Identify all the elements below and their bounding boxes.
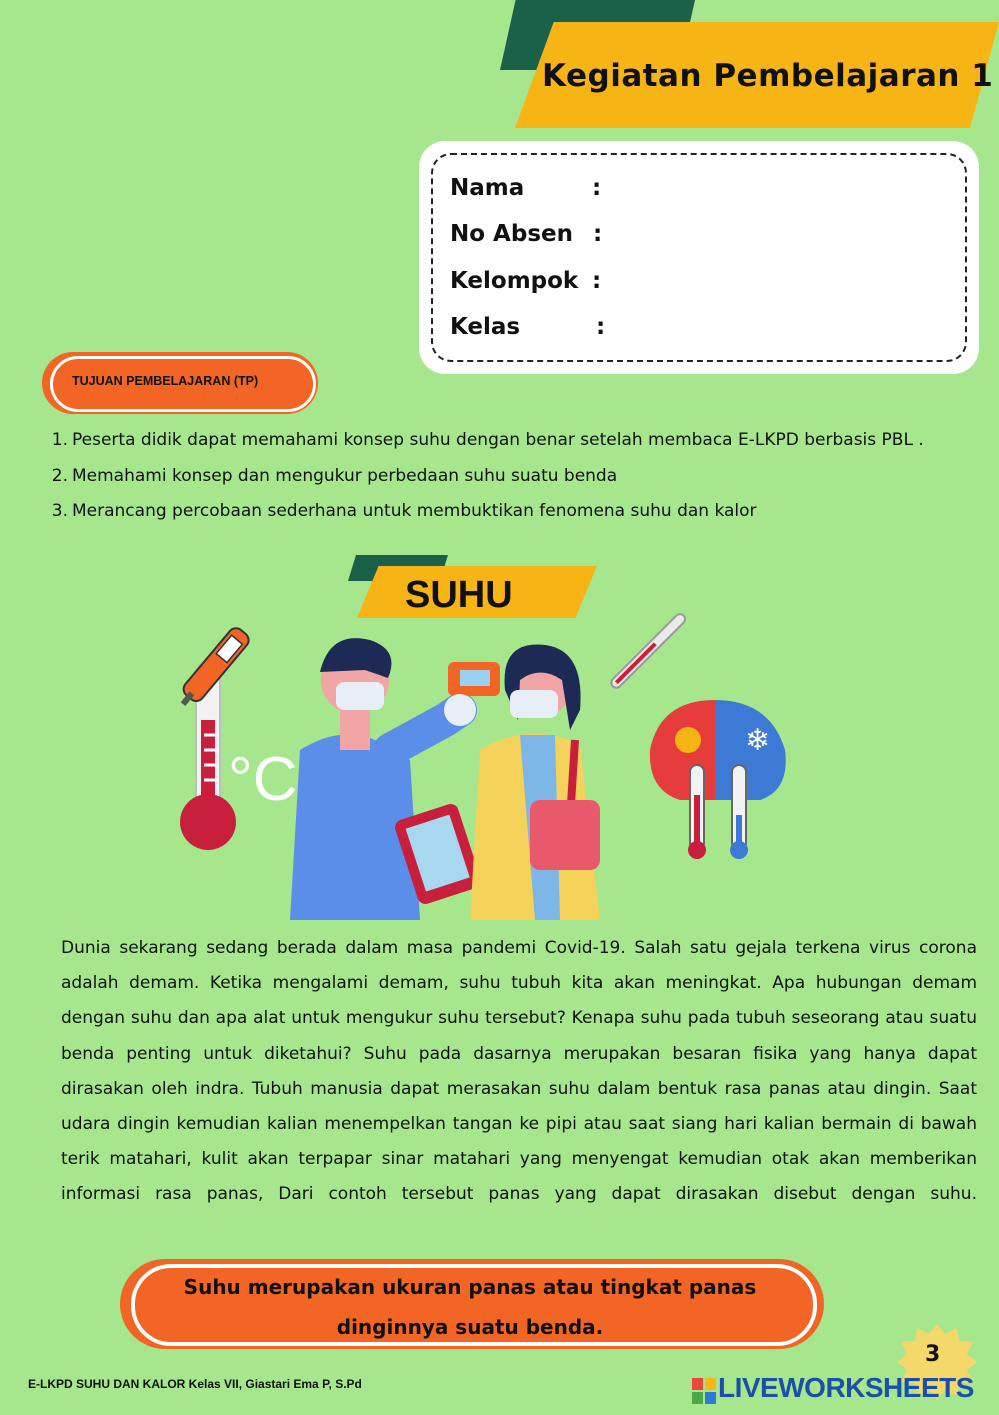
name-colon: : — [592, 175, 602, 201]
absen-colon: : — [593, 221, 603, 247]
kelompok-colon: : — [592, 268, 602, 294]
kelas-colon: : — [596, 314, 606, 340]
glass-thermometer-icon — [609, 612, 687, 690]
objective-item: 3. Merancang percobaan sederhana untuk membuktikan fenomena suhu dan kalor — [51, 501, 757, 521]
celsius-symbol: °C — [228, 745, 298, 814]
page-title: Kegiatan Pembelajaran 1 — [542, 58, 994, 94]
kelas-label: Kelas — [450, 314, 521, 340]
section-title: SUHU — [405, 574, 513, 616]
name-label: Nama — [450, 175, 525, 201]
hot-cold-icon — [650, 700, 786, 859]
objective-item: 2. Memahami konsep dan mengukur perbedaan suhu suatu benda — [51, 466, 618, 486]
definition-line-1: Suhu merupakan ukuran panas atau tingkat panas — [183, 1275, 757, 1299]
snowflake-icon: ❄ — [745, 723, 771, 758]
definition-text — [160, 1267, 780, 1347]
footer-credit: E-LKPD SUHU DAN KALOR Kelas VII, Giastari Ema P, S.Pd — [28, 1377, 362, 1391]
definition-line-2: dinginnya suatu benda. — [336, 1315, 604, 1339]
body-paragraph: Dunia sekarang sedang berada dalam masa pandemi Covid-19. Salah satu gejala terkena virus corona adalah demam. Ketika mengalami demam, suhu tubuh kita akan meningkat. Apa hubungan demam dengan suhu dan apa alat untuk mengukur suhu tersebut? Kenapa suhu pada tubuh seseorang atau suatu benda penting untuk diketahui? Suhu pada dasarnya merupakan besaran fisika yang hanya dapat dirasakan oleh indra. Tubuh manusia dapat merasakan suhu dalam bentuk rasa panas atau dingin. Saat udara dingin kemudian kalian menempelkan tangan ke pipi atau saat siang hari kalian bermain di bawah terik matahari, kulit akan terpapar sinar matahari yang menyengat kemudian otak akan memberikan informasi rasa panas, Dari contoh tersebut panas yang dapat dirasakan disebut dengan suhu. — [61, 938, 977, 1205]
objectives-heading: TUJUAN PEMBELAJARAN (TP) — [72, 374, 259, 388]
objective-item: 1. Peserta didik dapat memahami konsep suhu dengan benar setelah membaca E-LKPD berbasis PBL . — [51, 430, 924, 450]
liveworksheets-logo-icon — [692, 1378, 716, 1404]
liveworksheets-brand[interactable]: LIVEWORKSHEETS — [718, 1372, 974, 1403]
absen-label: No Absen — [450, 221, 573, 247]
temperature-illustration — [160, 600, 810, 925]
page-number: 3 — [925, 1342, 941, 1367]
health-worker-figure — [290, 638, 500, 920]
kelompok-label: Kelompok — [450, 268, 579, 294]
